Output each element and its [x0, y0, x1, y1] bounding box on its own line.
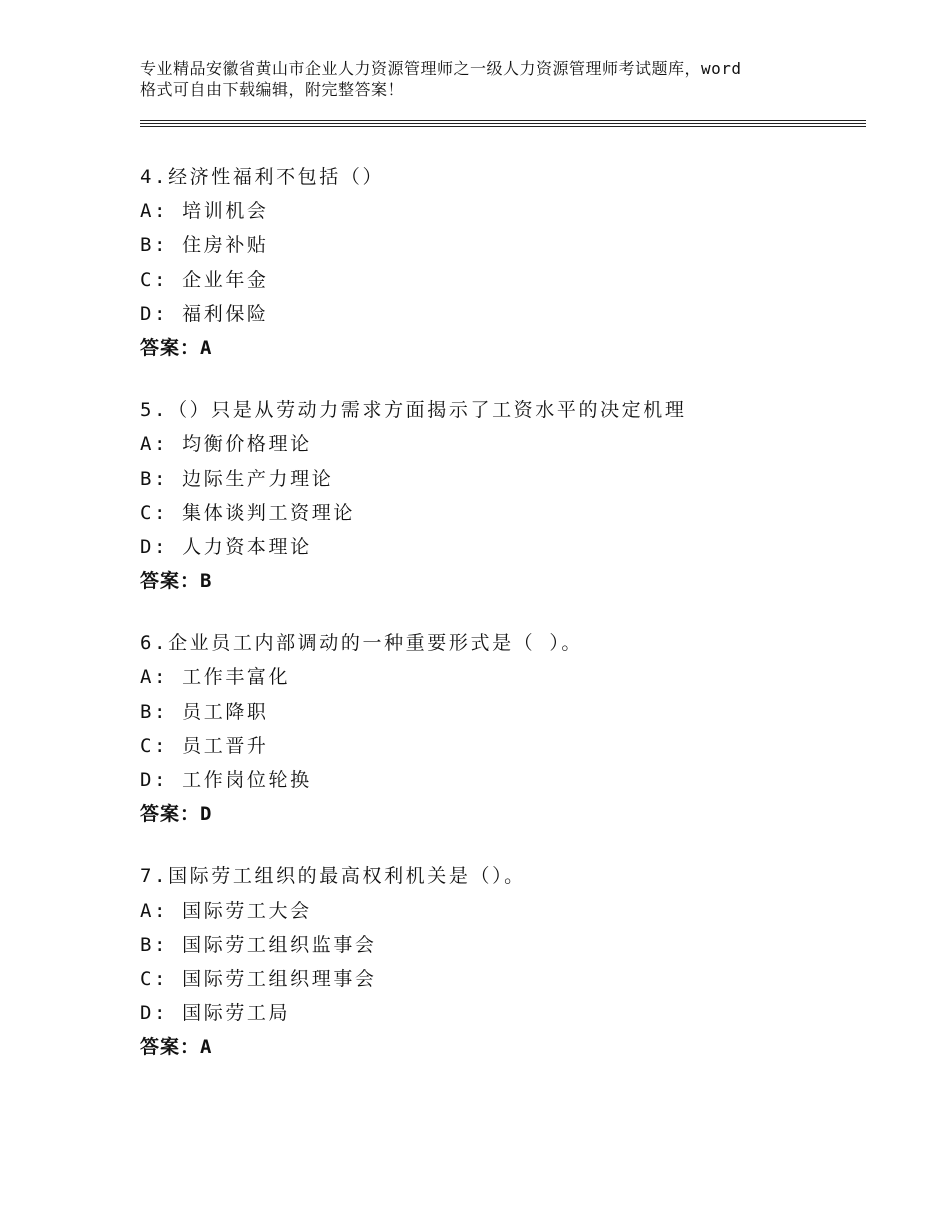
option-d: D: 福利保险 — [140, 302, 269, 325]
question-list — [140, 160, 860, 1093]
question-stem: 5.（）只是从劳动力需求方面揭示了工资水平的决定机理 — [140, 399, 687, 422]
question-7 — [140, 859, 860, 1064]
option-b: B: 边际生产力理论 — [140, 467, 334, 490]
option-c: C: 集体谈判工资理论 — [140, 501, 355, 524]
question-6 — [140, 626, 860, 831]
header-divider-bottom — [140, 126, 866, 127]
option-a: A: 工作丰富化 — [140, 666, 291, 689]
option-a: A: 培训机会 — [140, 200, 269, 223]
question-4 — [140, 160, 860, 365]
question-stem: 4.经济性福利不包括（） — [140, 166, 385, 188]
option-a: A: 均衡价格理论 — [140, 433, 312, 456]
option-d: D: 工作岗位轮换 — [140, 769, 312, 791]
option-c: C: 员工晋升 — [140, 734, 269, 757]
answer-line: 答案：D — [140, 803, 213, 826]
header-divider-top — [140, 120, 866, 121]
question-5 — [140, 393, 860, 598]
document-header — [140, 58, 830, 100]
option-b: B: 住房补贴 — [140, 234, 269, 257]
question-stem: 7.国际劳工组织的最高权利机关是（）。 — [140, 865, 526, 888]
option-c: C: 企业年金 — [140, 268, 269, 291]
option-c: C: 国际劳工组织理事会 — [140, 967, 377, 990]
option-d: D: 国际劳工局 — [140, 1002, 291, 1025]
option-d: D: 人力资本理论 — [140, 535, 312, 558]
option-a: A: 国际劳工大会 — [140, 899, 312, 922]
header-line-2: 格式可自由下载编辑，附完整答案！ — [140, 80, 405, 99]
header-divider-middle — [140, 123, 866, 124]
answer-line: 答案：A — [140, 336, 213, 359]
answer-line: 答案：B — [140, 570, 213, 593]
option-b: B: 员工降职 — [140, 700, 269, 723]
question-stem: 6.企业员工内部调动的一种重要形式是（ ）。 — [140, 632, 584, 655]
option-b: B: 国际劳工组织监事会 — [140, 933, 377, 956]
answer-line: 答案：A — [140, 1036, 213, 1059]
header-line-1: 专业精品安徽省黄山市企业人力资源管理师之一级人力资源管理师考试题库，word — [140, 59, 742, 78]
